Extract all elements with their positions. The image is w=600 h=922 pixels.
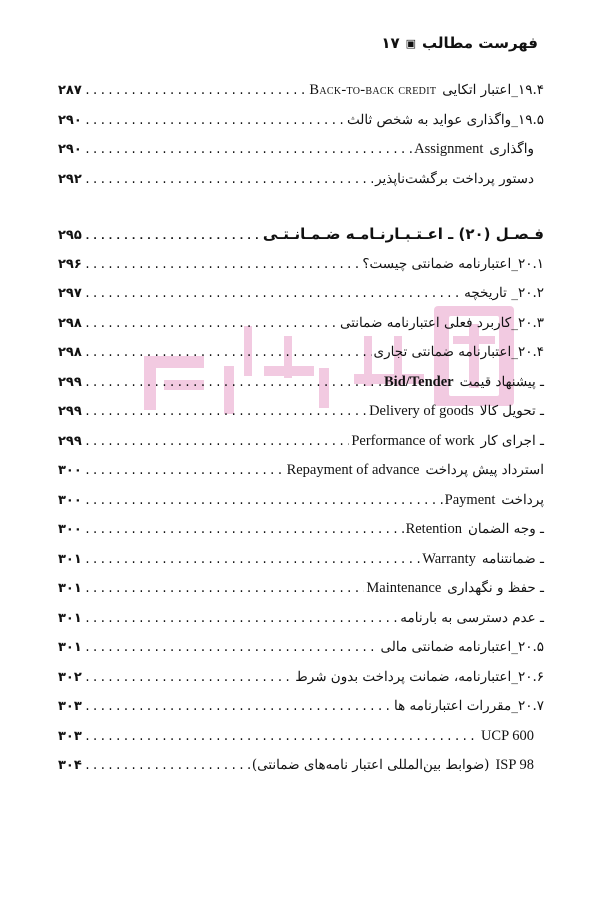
toc-entry-20-4 — [58, 338, 544, 368]
entry-title: پرداخت — [501, 491, 544, 508]
dot-leader — [84, 723, 479, 753]
entry-latin-term: Performance of work — [351, 432, 475, 449]
entry-page-number: ۲۹۲ — [58, 171, 82, 187]
toc-entry-20-5 — [58, 633, 544, 663]
square-bullet-icon: ▣ — [405, 36, 417, 50]
entry-latin-term: Warranty — [422, 550, 476, 567]
toc-entry-ucp600 — [58, 722, 544, 752]
entry-latin-term: Maintenance — [366, 580, 442, 596]
entry-title: ـ اجرای کار — [480, 432, 544, 449]
toc-chapter-20 — [58, 220, 544, 250]
dot-leader — [84, 428, 350, 458]
entry-latin-term: Retention — [405, 521, 462, 537]
entry-latin-term: Back-to-back credit — [309, 82, 437, 98]
toc-entry-maintenance — [58, 574, 544, 604]
entry-latin-term: Repayment of advance — [286, 462, 420, 478]
entry-page-number: ۳۰۱ — [58, 551, 82, 567]
toc-entry-20-6 — [58, 663, 544, 693]
header-title: فهرست مطالب — [422, 34, 538, 52]
toc-entry-payment — [58, 486, 544, 516]
toc-entry-20-3 — [58, 309, 544, 339]
toc-entry-performance — [58, 427, 544, 457]
dot-leader — [84, 107, 345, 137]
dot-leader — [84, 634, 379, 664]
entry-page-number: ۳۰۲ — [58, 669, 82, 685]
entry-latin-term: Delivery of goods — [369, 403, 474, 419]
entry-page-number: ۲۹۹ — [58, 374, 82, 390]
entry-title: ـ تحویل کالا — [479, 403, 544, 419]
toc-entry-delivery — [58, 397, 544, 427]
entry-page-number: ۲۸۷ — [58, 83, 82, 98]
entry-page-number: ۳۰۰ — [58, 522, 82, 537]
toc-entry-assignment-proceeds — [58, 106, 544, 136]
entry-page-number: ۲۹۸ — [58, 315, 82, 331]
dot-leader — [84, 516, 404, 546]
entry-title: ۲۰.۷_مقررات اعتبارنامه ها — [393, 698, 544, 714]
dot-leader — [84, 222, 261, 252]
dot-leader — [84, 575, 365, 605]
entry-page-number: ۲۹۹ — [58, 433, 82, 449]
entry-latin-term: Assignment — [414, 141, 484, 157]
entry-page-number: ۲۹۸ — [58, 345, 82, 360]
dot-leader — [84, 77, 308, 107]
entry-page-number: ۳۰۳ — [58, 699, 82, 714]
entry-latin-term: ISP 98 — [495, 757, 534, 773]
entry-page-number: ۳۰۱ — [58, 581, 82, 596]
dot-leader — [84, 693, 392, 723]
dot-leader — [84, 457, 285, 487]
chapter-title: فـصـل (۲۰) ـ اعـتـبـارنـامـه ضـمـانـتـی — [262, 225, 544, 243]
entry-page-number: ۲۹۰ — [58, 112, 82, 128]
table-of-contents — [58, 76, 544, 781]
toc-entry-back-to-back — [58, 76, 544, 106]
entry-page-number: ۲۹۰ — [58, 142, 82, 157]
header-page-number: ۱۷ — [381, 34, 400, 52]
entry-title: ـ ضمانتنامه — [481, 550, 544, 567]
dot-leader — [84, 339, 372, 369]
entry-title: ـ وجه الضمان — [467, 521, 544, 537]
entry-title: ۲۰.۲_ تاریخچه — [464, 285, 544, 301]
entry-page-number: ۳۰۰ — [58, 463, 82, 478]
entry-title: ـ حفظ و نگهداری — [447, 580, 544, 596]
entry-latin-term: Bid/Tender — [384, 373, 454, 390]
entry-title: ۲۰.۵_اعتبارنامه ضمانتی مالی — [380, 639, 544, 655]
dot-leader — [84, 398, 367, 428]
entry-latin-term: UCP 600 — [480, 727, 534, 744]
dot-leader — [84, 166, 373, 196]
toc-entry-20-2 — [58, 279, 544, 309]
toc-entry-20-1 — [58, 250, 544, 280]
entry-latin-term: Payment — [444, 491, 496, 508]
toc-entry-isp98 — [58, 751, 544, 781]
dot-leader — [84, 251, 361, 281]
entry-title: ۲۰.۳_کاربرد فعلی اعتبارنامه ضمانتی — [339, 314, 544, 331]
toc-entry-irrevocable-order — [58, 165, 544, 195]
toc-entry-bid-tender — [58, 368, 544, 398]
dot-leader — [84, 487, 443, 517]
dot-leader — [84, 752, 250, 782]
dot-leader — [84, 546, 420, 576]
toc-entry-retention — [58, 515, 544, 545]
entry-page-number: ۳۰۰ — [58, 492, 82, 508]
dot-leader — [84, 310, 338, 340]
entry-title: ۱۹.۴_اعتبار اتکایی — [442, 82, 544, 98]
entry-title: ۲۰.۴_اعتبارنامه ضمانتی تجاری — [373, 344, 544, 360]
entry-title: دستور پرداخت برگشت‌ناپذیر — [375, 170, 534, 187]
entry-page-number: ۲۹۶ — [58, 256, 82, 272]
page-header — [381, 34, 538, 52]
toc-entry-no-bill-of-lading — [58, 604, 544, 634]
toc-entry-assignment — [58, 135, 544, 165]
entry-title: ـ پیشنهاد قیمت — [459, 373, 544, 390]
dot-leader — [84, 605, 398, 635]
toc-entry-repayment — [58, 456, 544, 486]
entry-page-number: ۲۹۹ — [58, 404, 82, 419]
dot-leader — [84, 369, 382, 399]
entry-title: ۲۰.۶_اعتبارنامه، ضمانت پرداخت بدون شرط — [295, 668, 544, 685]
entry-page-number: ۳۰۴ — [58, 758, 82, 773]
dot-leader — [84, 664, 293, 694]
entry-page-number: ۲۹۵ — [58, 228, 82, 243]
toc-entry-20-7 — [58, 692, 544, 722]
entry-page-number: ۳۰۱ — [58, 610, 82, 626]
toc-entry-warranty — [58, 545, 544, 575]
entry-title: (ضوابط بین‌المللی اعتبار نامه‌های ضمانتی) — [251, 757, 490, 773]
dot-leader — [84, 136, 412, 166]
entry-title: ۲۰.۱_اعتبارنامه ضمانتی چیست؟ — [362, 255, 544, 272]
entry-page-number: ۳۰۱ — [58, 640, 82, 655]
entry-page-number: ۳۰۳ — [58, 728, 82, 744]
entry-title: واگذاری — [489, 141, 534, 157]
entry-title: ـ عدم دسترسی به بارنامه — [400, 609, 544, 626]
entry-title: ۱۹.۵_واگذاری عواید به شخص ثالث — [346, 111, 544, 128]
entry-title: استرداد پیش پرداخت — [425, 462, 544, 478]
dot-leader — [84, 280, 462, 310]
entry-page-number: ۲۹۷ — [58, 286, 82, 301]
